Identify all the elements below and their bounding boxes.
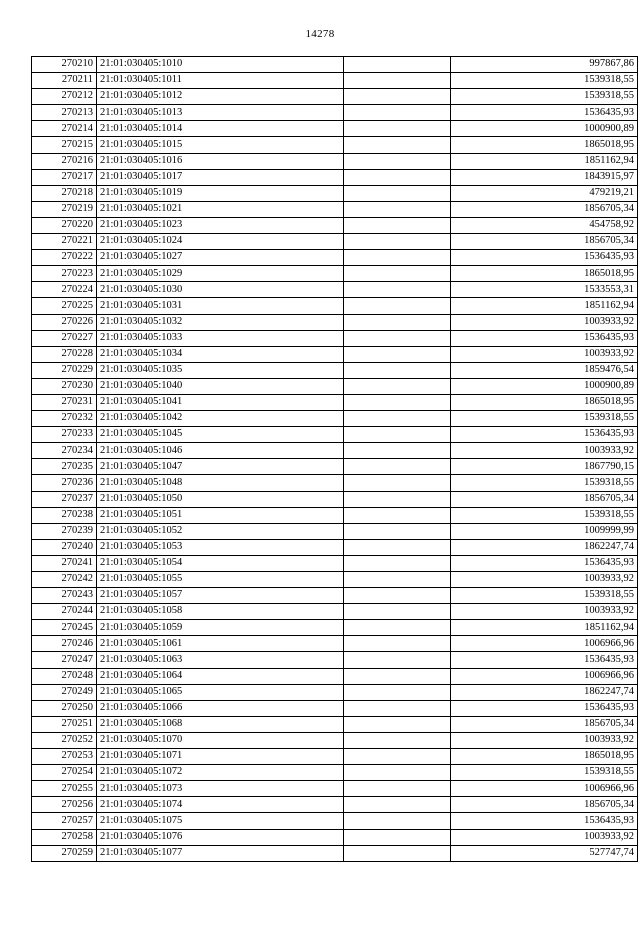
empty-cell — [344, 636, 451, 652]
cadastral-number-cell: 21:01:030405:1029 — [97, 266, 344, 282]
table-row — [32, 459, 638, 475]
empty-cell — [344, 765, 451, 781]
cadastral-value-cell: 1851162,94 — [451, 153, 638, 169]
table-row — [32, 700, 638, 716]
table-row — [32, 523, 638, 539]
table-row — [32, 89, 638, 105]
cadastral-number-cell: 21:01:030405:1050 — [97, 491, 344, 507]
cadastral-number-cell: 21:01:030405:1023 — [97, 217, 344, 233]
table-row — [32, 716, 638, 732]
cadastral-number-cell: 21:01:030405:1075 — [97, 813, 344, 829]
table-row — [32, 668, 638, 684]
cadastral-number-cell: 21:01:030405:1052 — [97, 523, 344, 539]
cadastral-value-cell: 1539318,55 — [451, 765, 638, 781]
cadastral-value-cell: 527747,74 — [451, 845, 638, 861]
cadastral-value-table — [31, 56, 638, 862]
row-index-cell: 270225 — [32, 298, 97, 314]
empty-cell — [344, 797, 451, 813]
cadastral-number-cell: 21:01:030405:1048 — [97, 475, 344, 491]
cadastral-value-cell: 1003933,92 — [451, 829, 638, 845]
empty-cell — [344, 185, 451, 201]
row-index-cell: 270248 — [32, 668, 97, 684]
row-index-cell: 270246 — [32, 636, 97, 652]
empty-cell — [344, 217, 451, 233]
empty-cell — [344, 394, 451, 410]
row-index-cell: 270221 — [32, 234, 97, 250]
cadastral-value-cell: 1003933,92 — [451, 314, 638, 330]
row-index-cell: 270238 — [32, 507, 97, 523]
empty-cell — [344, 427, 451, 443]
empty-cell — [344, 813, 451, 829]
cadastral-number-cell: 21:01:030405:1030 — [97, 282, 344, 298]
empty-cell — [344, 73, 451, 89]
cadastral-number-cell: 21:01:030405:1010 — [97, 57, 344, 73]
empty-cell — [344, 491, 451, 507]
table-row — [32, 378, 638, 394]
empty-cell — [344, 411, 451, 427]
cadastral-table-wrap — [31, 56, 634, 862]
cadastral-value-cell: 1536435,93 — [451, 700, 638, 716]
cadastral-value-cell: 1851162,94 — [451, 298, 638, 314]
empty-cell — [344, 282, 451, 298]
cadastral-number-cell: 21:01:030405:1058 — [97, 604, 344, 620]
cadastral-number-cell: 21:01:030405:1013 — [97, 105, 344, 121]
cadastral-number-cell: 21:01:030405:1074 — [97, 797, 344, 813]
row-index-cell: 270236 — [32, 475, 97, 491]
table-row — [32, 491, 638, 507]
table-row — [32, 604, 638, 620]
empty-cell — [344, 346, 451, 362]
row-index-cell: 270226 — [32, 314, 97, 330]
empty-cell — [344, 153, 451, 169]
cadastral-number-cell: 21:01:030405:1057 — [97, 588, 344, 604]
row-index-cell: 270214 — [32, 121, 97, 137]
cadastral-value-cell: 1856705,34 — [451, 797, 638, 813]
row-index-cell: 270259 — [32, 845, 97, 861]
table-row — [32, 330, 638, 346]
empty-cell — [344, 378, 451, 394]
row-index-cell: 270232 — [32, 411, 97, 427]
row-index-cell: 270256 — [32, 797, 97, 813]
table-row — [32, 314, 638, 330]
cadastral-number-cell: 21:01:030405:1072 — [97, 765, 344, 781]
table-row — [32, 636, 638, 652]
cadastral-value-cell: 1000900,89 — [451, 378, 638, 394]
table-row — [32, 169, 638, 185]
cadastral-number-cell: 21:01:030405:1017 — [97, 169, 344, 185]
cadastral-value-cell: 1006966,96 — [451, 636, 638, 652]
row-index-cell: 270218 — [32, 185, 97, 201]
cadastral-number-cell: 21:01:030405:1045 — [97, 427, 344, 443]
table-row — [32, 845, 638, 861]
row-index-cell: 270220 — [32, 217, 97, 233]
page-number: 14278 — [305, 28, 335, 40]
table-row — [32, 121, 638, 137]
empty-cell — [344, 700, 451, 716]
cadastral-value-cell: 1003933,92 — [451, 443, 638, 459]
table-row — [32, 266, 638, 282]
cadastral-number-cell: 21:01:030405:1024 — [97, 234, 344, 250]
cadastral-value-cell: 1539318,55 — [451, 411, 638, 427]
cadastral-value-cell: 1003933,92 — [451, 346, 638, 362]
table-row — [32, 153, 638, 169]
row-index-cell: 270228 — [32, 346, 97, 362]
cadastral-value-cell: 1536435,93 — [451, 652, 638, 668]
table-row — [32, 234, 638, 250]
cadastral-number-cell: 21:01:030405:1041 — [97, 394, 344, 410]
cadastral-value-cell: 1843915,97 — [451, 169, 638, 185]
empty-cell — [344, 201, 451, 217]
cadastral-value-cell: 1856705,34 — [451, 716, 638, 732]
cadastral-number-cell: 21:01:030405:1015 — [97, 137, 344, 153]
row-index-cell: 270231 — [32, 394, 97, 410]
empty-cell — [344, 298, 451, 314]
table-row — [32, 217, 638, 233]
table-row — [32, 652, 638, 668]
empty-cell — [344, 604, 451, 620]
row-index-cell: 270211 — [32, 73, 97, 89]
cadastral-value-cell: 1006966,96 — [451, 668, 638, 684]
cadastral-number-cell: 21:01:030405:1077 — [97, 845, 344, 861]
empty-cell — [344, 684, 451, 700]
cadastral-value-cell: 1862247,74 — [451, 684, 638, 700]
table-row — [32, 346, 638, 362]
table-row — [32, 781, 638, 797]
cadastral-number-cell: 21:01:030405:1016 — [97, 153, 344, 169]
cadastral-number-cell: 21:01:030405:1076 — [97, 829, 344, 845]
table-body — [32, 57, 638, 862]
cadastral-number-cell: 21:01:030405:1032 — [97, 314, 344, 330]
cadastral-number-cell: 21:01:030405:1070 — [97, 732, 344, 748]
table-row — [32, 362, 638, 378]
row-index-cell: 270229 — [32, 362, 97, 378]
row-index-cell: 270223 — [32, 266, 97, 282]
row-index-cell: 270253 — [32, 749, 97, 765]
table-row — [32, 572, 638, 588]
empty-cell — [344, 314, 451, 330]
cadastral-value-cell: 1539318,55 — [451, 89, 638, 105]
empty-cell — [344, 362, 451, 378]
empty-cell — [344, 732, 451, 748]
empty-cell — [344, 266, 451, 282]
cadastral-value-cell: 1536435,93 — [451, 813, 638, 829]
table-row — [32, 57, 638, 73]
cadastral-value-cell: 1536435,93 — [451, 330, 638, 346]
empty-cell — [344, 459, 451, 475]
cadastral-value-cell: 1867790,15 — [451, 459, 638, 475]
row-index-cell: 270242 — [32, 572, 97, 588]
empty-cell — [344, 539, 451, 555]
empty-cell — [344, 475, 451, 491]
document-page — [0, 28, 640, 933]
table-row — [32, 765, 638, 781]
cadastral-number-cell: 21:01:030405:1033 — [97, 330, 344, 346]
cadastral-number-cell: 21:01:030405:1040 — [97, 378, 344, 394]
table-row — [32, 797, 638, 813]
cadastral-value-cell: 1003933,92 — [451, 572, 638, 588]
empty-cell — [344, 250, 451, 266]
empty-cell — [344, 523, 451, 539]
row-index-cell: 270240 — [32, 539, 97, 555]
cadastral-number-cell: 21:01:030405:1011 — [97, 73, 344, 89]
empty-cell — [344, 105, 451, 121]
table-row — [32, 282, 638, 298]
cadastral-value-cell: 997867,86 — [451, 57, 638, 73]
cadastral-value-cell: 1859476,54 — [451, 362, 638, 378]
table-row — [32, 427, 638, 443]
cadastral-value-cell: 1006966,96 — [451, 781, 638, 797]
empty-cell — [344, 121, 451, 137]
cadastral-value-cell: 1862247,74 — [451, 539, 638, 555]
table-row — [32, 73, 638, 89]
row-index-cell: 270258 — [32, 829, 97, 845]
cadastral-value-cell: 1536435,93 — [451, 105, 638, 121]
cadastral-value-cell: 1000900,89 — [451, 121, 638, 137]
cadastral-number-cell: 21:01:030405:1054 — [97, 555, 344, 571]
cadastral-value-cell: 1851162,94 — [451, 620, 638, 636]
table-row — [32, 684, 638, 700]
cadastral-value-cell: 454758,92 — [451, 217, 638, 233]
cadastral-number-cell: 21:01:030405:1068 — [97, 716, 344, 732]
table-row — [32, 620, 638, 636]
empty-cell — [344, 443, 451, 459]
empty-cell — [344, 572, 451, 588]
cadastral-value-cell: 1865018,95 — [451, 137, 638, 153]
empty-cell — [344, 829, 451, 845]
empty-cell — [344, 507, 451, 523]
row-index-cell: 270237 — [32, 491, 97, 507]
cadastral-number-cell: 21:01:030405:1053 — [97, 539, 344, 555]
cadastral-value-cell: 1536435,93 — [451, 427, 638, 443]
cadastral-number-cell: 21:01:030405:1027 — [97, 250, 344, 266]
table-row — [32, 732, 638, 748]
table-row — [32, 475, 638, 491]
cadastral-number-cell: 21:01:030405:1012 — [97, 89, 344, 105]
cadastral-value-cell: 1865018,95 — [451, 394, 638, 410]
table-row — [32, 829, 638, 845]
cadastral-number-cell: 21:01:030405:1066 — [97, 700, 344, 716]
cadastral-value-cell: 1539318,55 — [451, 475, 638, 491]
cadastral-number-cell: 21:01:030405:1035 — [97, 362, 344, 378]
row-index-cell: 270216 — [32, 153, 97, 169]
empty-cell — [344, 652, 451, 668]
cadastral-value-cell: 1009999,99 — [451, 523, 638, 539]
empty-cell — [344, 169, 451, 185]
row-index-cell: 270217 — [32, 169, 97, 185]
cadastral-number-cell: 21:01:030405:1073 — [97, 781, 344, 797]
row-index-cell: 270249 — [32, 684, 97, 700]
row-index-cell: 270219 — [32, 201, 97, 217]
cadastral-value-cell: 1536435,93 — [451, 250, 638, 266]
cadastral-number-cell: 21:01:030405:1031 — [97, 298, 344, 314]
cadastral-number-cell: 21:01:030405:1061 — [97, 636, 344, 652]
cadastral-value-cell: 1539318,55 — [451, 507, 638, 523]
cadastral-value-cell: 1003933,92 — [451, 604, 638, 620]
cadastral-value-cell: 1539318,55 — [451, 73, 638, 89]
row-index-cell: 270224 — [32, 282, 97, 298]
table-row — [32, 749, 638, 765]
empty-cell — [344, 234, 451, 250]
row-index-cell: 270254 — [32, 765, 97, 781]
cadastral-number-cell: 21:01:030405:1021 — [97, 201, 344, 217]
row-index-cell: 270252 — [32, 732, 97, 748]
table-row — [32, 443, 638, 459]
cadastral-number-cell: 21:01:030405:1051 — [97, 507, 344, 523]
empty-cell — [344, 57, 451, 73]
cadastral-number-cell: 21:01:030405:1065 — [97, 684, 344, 700]
row-index-cell: 270243 — [32, 588, 97, 604]
empty-cell — [344, 137, 451, 153]
row-index-cell: 270255 — [32, 781, 97, 797]
cadastral-value-cell: 1003933,92 — [451, 732, 638, 748]
table-row — [32, 394, 638, 410]
row-index-cell: 270247 — [32, 652, 97, 668]
empty-cell — [344, 588, 451, 604]
table-row — [32, 411, 638, 427]
cadastral-number-cell: 21:01:030405:1055 — [97, 572, 344, 588]
row-index-cell: 270244 — [32, 604, 97, 620]
row-index-cell: 270213 — [32, 105, 97, 121]
row-index-cell: 270215 — [32, 137, 97, 153]
row-index-cell: 270250 — [32, 700, 97, 716]
row-index-cell: 270241 — [32, 555, 97, 571]
cadastral-value-cell: 1536435,93 — [451, 555, 638, 571]
row-index-cell: 270222 — [32, 250, 97, 266]
empty-cell — [344, 716, 451, 732]
table-row — [32, 298, 638, 314]
table-row — [32, 250, 638, 266]
table-row — [32, 539, 638, 555]
empty-cell — [344, 620, 451, 636]
row-index-cell: 270210 — [32, 57, 97, 73]
table-row — [32, 105, 638, 121]
cadastral-number-cell: 21:01:030405:1046 — [97, 443, 344, 459]
cadastral-value-cell: 1856705,34 — [451, 491, 638, 507]
row-index-cell: 270230 — [32, 378, 97, 394]
row-index-cell: 270233 — [32, 427, 97, 443]
cadastral-number-cell: 21:01:030405:1019 — [97, 185, 344, 201]
row-index-cell: 270251 — [32, 716, 97, 732]
row-index-cell: 270234 — [32, 443, 97, 459]
cadastral-value-cell: 1539318,55 — [451, 588, 638, 604]
empty-cell — [344, 781, 451, 797]
empty-cell — [344, 555, 451, 571]
row-index-cell: 270235 — [32, 459, 97, 475]
cadastral-value-cell: 1856705,34 — [451, 234, 638, 250]
cadastral-number-cell: 21:01:030405:1063 — [97, 652, 344, 668]
empty-cell — [344, 749, 451, 765]
table-row — [32, 588, 638, 604]
row-index-cell: 270257 — [32, 813, 97, 829]
table-row — [32, 555, 638, 571]
cadastral-value-cell: 1533553,31 — [451, 282, 638, 298]
table-row — [32, 813, 638, 829]
empty-cell — [344, 845, 451, 861]
empty-cell — [344, 668, 451, 684]
table-row — [32, 201, 638, 217]
table-row — [32, 507, 638, 523]
cadastral-number-cell: 21:01:030405:1059 — [97, 620, 344, 636]
row-index-cell: 270245 — [32, 620, 97, 636]
cadastral-number-cell: 21:01:030405:1047 — [97, 459, 344, 475]
cadastral-number-cell: 21:01:030405:1071 — [97, 749, 344, 765]
row-index-cell: 270227 — [32, 330, 97, 346]
table-row — [32, 185, 638, 201]
cadastral-value-cell: 1865018,95 — [451, 266, 638, 282]
cadastral-number-cell: 21:01:030405:1034 — [97, 346, 344, 362]
cadastral-number-cell: 21:01:030405:1064 — [97, 668, 344, 684]
empty-cell — [344, 89, 451, 105]
cadastral-value-cell: 1865018,95 — [451, 749, 638, 765]
empty-cell — [344, 330, 451, 346]
row-index-cell: 270212 — [32, 89, 97, 105]
cadastral-number-cell: 21:01:030405:1042 — [97, 411, 344, 427]
table-row — [32, 137, 638, 153]
cadastral-value-cell: 1856705,34 — [451, 201, 638, 217]
cadastral-value-cell: 479219,21 — [451, 185, 638, 201]
row-index-cell: 270239 — [32, 523, 97, 539]
cadastral-number-cell: 21:01:030405:1014 — [97, 121, 344, 137]
